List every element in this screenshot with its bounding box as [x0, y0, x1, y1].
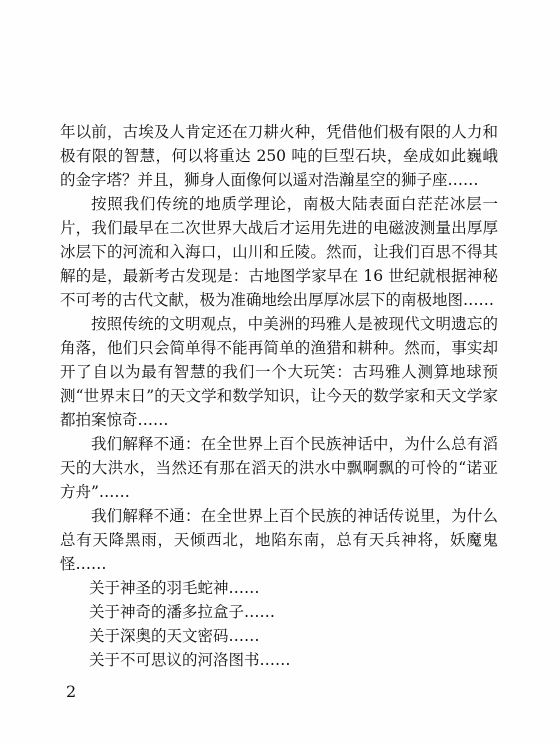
body-text — [60, 120, 498, 672]
list-item: 关于神圣的羽毛蛇神…… — [89, 579, 260, 597]
list-item: 关于神奇的潘多拉盒子…… — [89, 603, 276, 621]
paragraph-1: 年以前，古埃及人肯定还在刀耕火种，凭借他们极有限的人力和极有限的智慧，何以将重达 250 吨的巨型石块，垒成如此巍峨的金字塔？并且，狮身人面像何以遥对浩瀚星空的狮子座…… — [60, 123, 498, 189]
paragraph-3: 按照传统的文明观点，中美洲的玛雅人是被现代文明遗忘的角落，他们只会简单得不能再简单的渔猎和耕种。然而，事实却开了自以为最有智慧的我们一个大玩笑：古玛雅人测算地球预测“世界末日”的天文学和数学知识，让今天的数学家和天文学家都拍案惊奇…… — [60, 315, 498, 429]
paragraph-2: 按照我们传统的地质学理论，南极大陆表面白茫茫冰层一片，我们最早在二次世界大战后才运用先进的电磁波测量出厚厚冰层下的河流和入海口，山川和丘陵。然而，让我们百思不得其解的是，最新考古发现是：古地图学家早在 16 世纪就根据神秘不可考的古代文献，极为准确地绘出厚厚冰层下的南极地图…… — [60, 195, 498, 309]
paragraph-5: 我们解释不通：在全世界上百个民族的神话传说里，为什么总有天降黑雨，天倾西北，地陷东南，总有天兵神将，妖魔鬼怪…… — [60, 507, 498, 573]
list-item: 关于深奥的天文密码…… — [89, 627, 260, 645]
list-item: 关于不可思议的河洛图书…… — [89, 651, 291, 669]
paragraph-4: 我们解释不通：在全世界上百个民族神话中，为什么总有滔天的大洪水，当然还有那在滔天的洪水中飘啊飘的可怜的“诺亚方舟”…… — [60, 435, 498, 501]
page-number: 2 — [66, 682, 77, 701]
